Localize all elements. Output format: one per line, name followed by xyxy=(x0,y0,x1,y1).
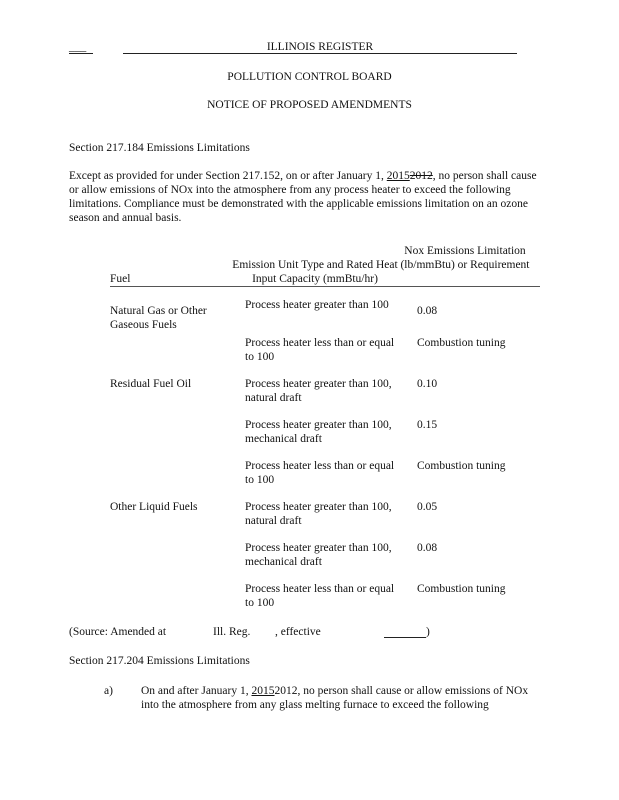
table-row-limit: 0.05 xyxy=(417,501,438,513)
table-row-limit: 0.15 xyxy=(417,419,438,431)
table-row-unit: Process heater less than or equal to 100 xyxy=(245,460,395,486)
table-row-limit: 0.08 xyxy=(417,542,438,554)
page-marker: ___ xyxy=(69,41,87,53)
table-row-unit: Process heater greater than 100 xyxy=(245,299,389,311)
source-close: ) xyxy=(426,626,430,638)
source-reg: Ill. Reg. xyxy=(213,626,251,638)
para-prefix: Except as provided for under Section 217.152, on or after January 1, xyxy=(69,170,387,182)
para-suffix: , no person shall cause or allow emissions of NOx into the atmosphere from any process heater to exceed the following limitations. Compliance must be demonstrated with the applicable emissions limitation on an ozone season and annual basis. xyxy=(69,170,537,224)
header-rule xyxy=(123,53,517,54)
para-deleted-year: 2012 xyxy=(409,170,433,182)
item-a-text xyxy=(141,684,541,712)
col-header-unit: Emission Unit Type and Rated Heat Input Capacity (mmBtu/hr) xyxy=(232,259,398,285)
table-row-fuel: Other Liquid Fuels xyxy=(110,501,198,513)
table-row-limit: 0.08 xyxy=(417,305,438,317)
item-prefix: On and after January 1, xyxy=(141,685,252,697)
page-marker-rule xyxy=(69,53,93,54)
source-effective: , effective xyxy=(275,626,321,638)
col-header-limit: Nox Emissions Limitation (lb/mmBtu) or Requirement xyxy=(400,245,530,271)
para-inserted-year: 2015 xyxy=(386,170,410,182)
table-row-unit: Process heater greater than 100, natural draft xyxy=(245,501,392,527)
table-row-unit: Process heater less than or equal to 100 xyxy=(245,583,395,609)
section-heading-217-204: Section 217.204 Emissions Limitations xyxy=(69,655,250,667)
table-row-unit: Process heater less than or equal to 100 xyxy=(245,337,395,363)
table-header-rule xyxy=(110,286,540,287)
board-title: POLLUTION CONTROL BOARD xyxy=(227,71,392,83)
register-title: ILLINOIS REGISTER xyxy=(266,41,374,53)
source-date-blank xyxy=(384,637,426,638)
table-row-limit: Combustion tuning xyxy=(417,337,506,349)
table-row-limit: Combustion tuning xyxy=(417,460,506,472)
table-row-fuel: Natural Gas or Other Gaseous Fuels xyxy=(110,305,207,331)
section-paragraph xyxy=(69,169,539,225)
item-inserted-year: 2015 xyxy=(251,685,275,697)
table-row-unit: Process heater greater than 100, natural draft xyxy=(245,378,392,404)
source-label: (Source: Amended at xyxy=(69,626,167,638)
section-heading-217-184: Section 217.184 Emissions Limitations xyxy=(69,142,250,154)
item-label-a: a) xyxy=(104,685,113,697)
table-row-unit: Process heater greater than 100, mechanical draft xyxy=(245,419,392,445)
notice-title: NOTICE OF PROPOSED AMENDMENTS xyxy=(207,99,412,111)
col-header-fuel: Fuel xyxy=(110,273,131,285)
item-deleted-year: 2012 xyxy=(274,685,298,697)
item-suffix: , no person shall cause or allow emissions of NOx into the atmosphere from any glass melting furnace to exceed the following xyxy=(141,685,529,711)
table-row-limit: 0.10 xyxy=(417,378,438,390)
table-row-fuel: Residual Fuel Oil xyxy=(110,378,192,390)
table-row-unit: Process heater greater than 100, mechanical draft xyxy=(245,542,392,568)
table-row-limit: Combustion tuning xyxy=(417,583,506,595)
